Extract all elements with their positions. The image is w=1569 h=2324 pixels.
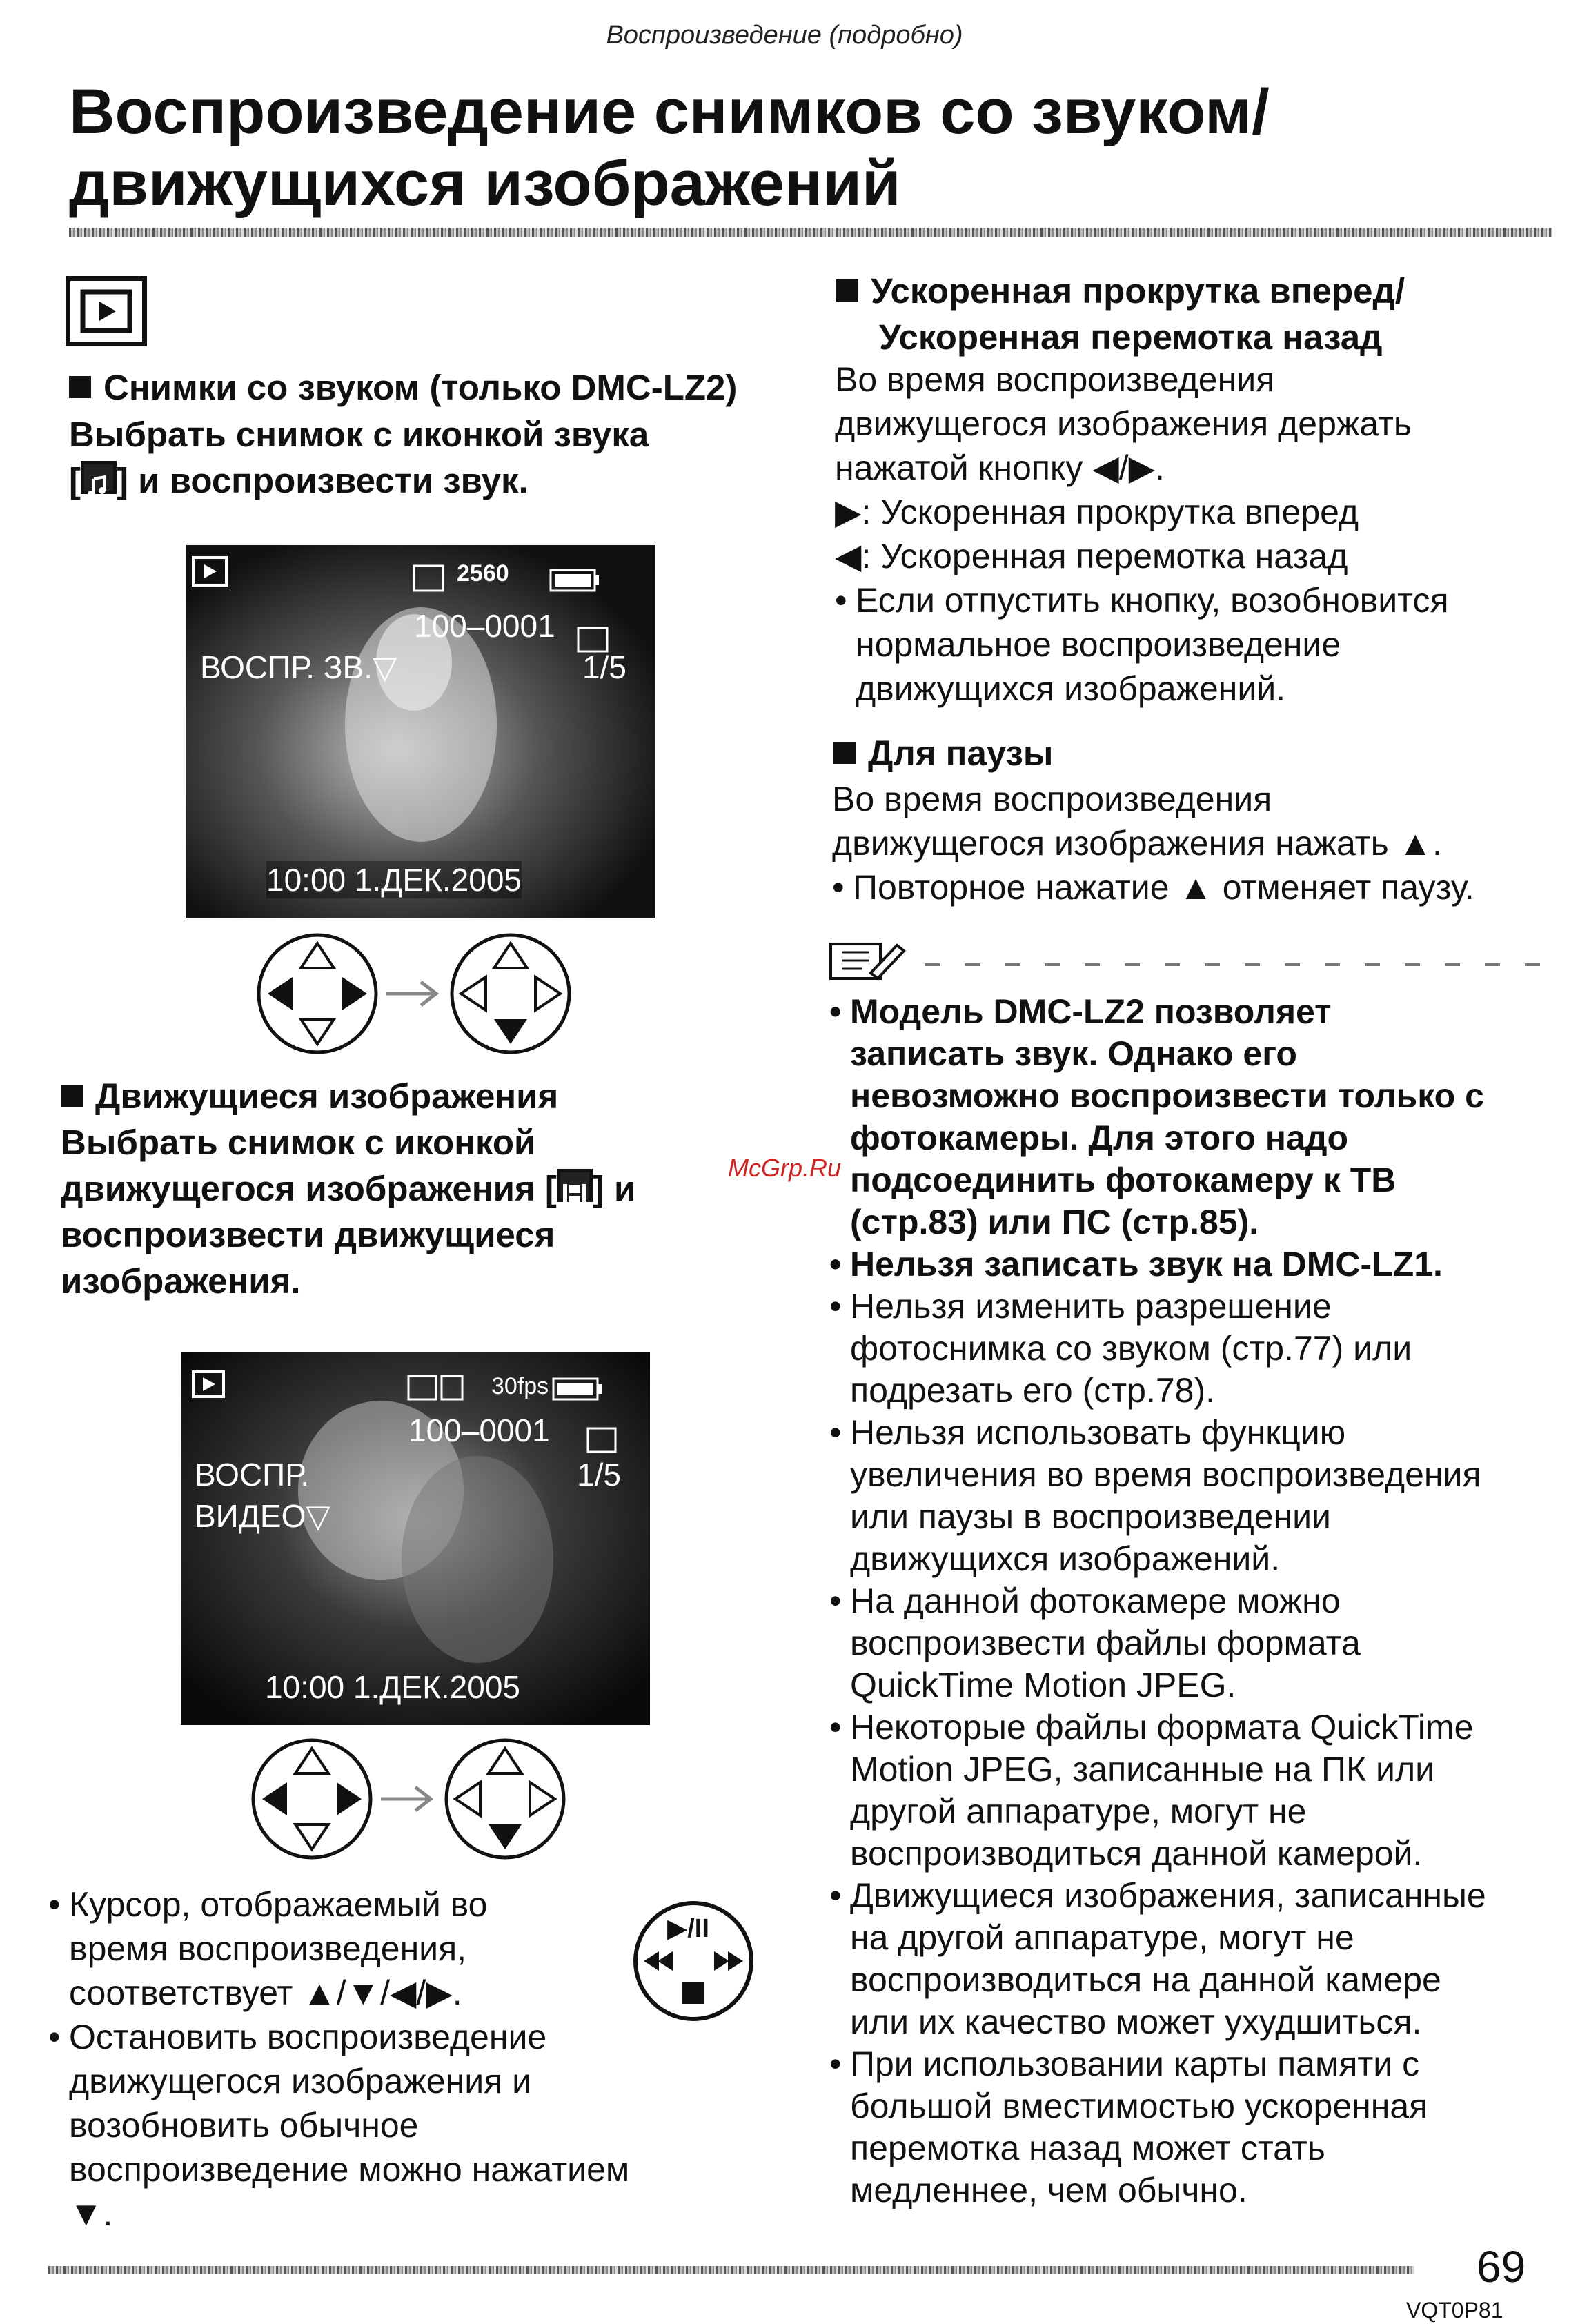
notes-list [829, 991, 1561, 2212]
note-line: на другой аппаратуре, могут не [850, 1918, 1354, 1957]
camera-screen-audio [186, 545, 655, 918]
note-line: • Движущиеся изображения, записанные [829, 1875, 1561, 1917]
note-line: или их качество может ухудшиться. [850, 2002, 1422, 2041]
note-line: подсоединить фотокамеру к ТВ [850, 1161, 1397, 1199]
note-line: перемотка назад может стать [850, 2129, 1325, 2167]
page-number: 69 [1477, 2242, 1526, 2292]
note-line: подрезать его (стр.78). [850, 1371, 1216, 1410]
note-item [829, 1243, 1561, 1286]
note-line: • При использовании карты памяти с [829, 2043, 1561, 2085]
note-line: медленнее, чем обычно. [850, 2171, 1247, 2209]
watermark: McGrp.Ru [728, 1154, 842, 1182]
note-item [829, 1286, 1561, 1412]
ff-rewind-text: Во время воспроизведения движущегося изображения держать нажатой кнопку ◀/▶. ▶: Ускоренная прокрутка вперед ◀: Ускоренная перемотка назад • Если отпустить кнопку, возобновится нормальное воспроизведение движущихся изображений. [835, 357, 1559, 711]
note-item [829, 1412, 1561, 1580]
note-line: другой аппаратуре, могут не [850, 1792, 1307, 1831]
play-pause-label: ▶/II [667, 1914, 709, 1943]
note-divider [925, 963, 1552, 966]
ff-rewind-heading: Ускоренная прокрутка вперед/ Ускоренная перемотка назад [836, 268, 1554, 360]
note-item [829, 1580, 1561, 1706]
dpad-illustration-audio [255, 928, 586, 1059]
footer-divider [48, 2266, 1414, 2274]
note-line: воспроизводиться на данной камере [850, 1960, 1441, 1999]
note-line: • Нельзя записать звук на DMC-LZ1. [829, 1243, 1561, 1286]
note-line: воспроизвести файлы формата [850, 1624, 1361, 1662]
cursor-note: • Курсор, отображаемый во время воспроизведения, соответствует ▲/▼/◀/▶. • Остановить воспроизведение движущегося изображения и возобновить обычное воспроизведение можно нажатием ▼. [48, 1882, 655, 2236]
date-time: 10:00 1.ДЕК.2005 [265, 1669, 520, 1705]
file-number: 100–0001 [408, 1412, 550, 1448]
pause-heading: Для паузы [833, 730, 1551, 776]
note-line: фотокамеры. Для этого надо [850, 1119, 1349, 1157]
model-code: VQT0P81 [1406, 2298, 1503, 2323]
note-item [829, 2043, 1561, 2212]
note-line: записать звук. Однако его [850, 1034, 1297, 1073]
note-line: фотоснимка со звуком (стр.77) или [850, 1329, 1412, 1368]
note-icon [828, 940, 907, 983]
date-time: 10:00 1.ДЕК.2005 [266, 862, 522, 898]
note-line: • Некоторые файлы формата QuickTime [829, 1706, 1561, 1749]
resolution-text: 2560 [457, 560, 509, 587]
section-header: Воспроизведение (подробно) [606, 21, 963, 50]
note-line: воспроизводиться данной камерой. [850, 1834, 1423, 1873]
note-line: большой вместимостью ускоренная [850, 2087, 1428, 2125]
note-line: • Нельзя использовать функцию [829, 1412, 1561, 1454]
note-line: QuickTime Motion JPEG. [850, 1666, 1236, 1704]
playback-mode-label: ВОСПР. ЗВ.▽ [200, 649, 397, 685]
play-pause-dpad-icon [631, 1899, 756, 2023]
note-line: • Модель DMC-LZ2 позволяет [829, 991, 1561, 1033]
dpad-illustration-motion [250, 1733, 581, 1864]
note-line: • На данной фотокамере можно [829, 1580, 1561, 1622]
audio-icon [81, 461, 117, 494]
audio-instruction: Выбрать снимок с иконкой звука [ ] и воспроизвести звук. [69, 415, 649, 500]
note-line: невозможно воспроизвести только с [850, 1076, 1484, 1115]
note-line: • Нельзя изменить разрешение [829, 1286, 1561, 1328]
audio-section-heading: Снимки со звуком (только DMC-LZ2) [69, 364, 800, 411]
camera-screen-motion [181, 1352, 650, 1725]
note-item [829, 991, 1561, 1243]
motion-section-heading: Движущиеся изображения [61, 1073, 792, 1119]
page-title: Воспроизведение снимков со звуком/ движущихся изображений [69, 77, 1270, 219]
image-counter: 1/5 [577, 1457, 621, 1493]
note-item [829, 1706, 1561, 1875]
playback-mode-icon [66, 276, 147, 346]
note-line: движущихся изображений. [850, 1539, 1281, 1578]
playback-mode-label: ВОСПР. [195, 1457, 309, 1493]
motion-picture-icon [557, 1169, 593, 1202]
pause-text: Во время воспроизведения движущегося изображения нажать ▲. • Повторное нажатие ▲ отменяет паузу. [832, 777, 1557, 909]
note-line: Motion JPEG, записанные на ПК или [850, 1750, 1435, 1789]
fps-text: 30fps [491, 1373, 549, 1399]
playback-mode-label: ВИДЕО▽ [195, 1498, 330, 1534]
file-number: 100–0001 [414, 608, 555, 644]
title-divider [69, 228, 1552, 237]
note-line: (стр.83) или ПС (стр.85). [850, 1203, 1259, 1241]
note-item [829, 1875, 1561, 2043]
note-line: или паузы в воспроизведении [850, 1497, 1331, 1536]
image-counter: 1/5 [582, 649, 626, 685]
battery-icon [511, 569, 538, 588]
motion-instruction: Выбрать снимок с иконкой движущегося изображения [ ] и воспроизвести движущиеся изображения. [61, 1123, 636, 1301]
note-line: увеличения во время воспроизведения [850, 1455, 1481, 1494]
